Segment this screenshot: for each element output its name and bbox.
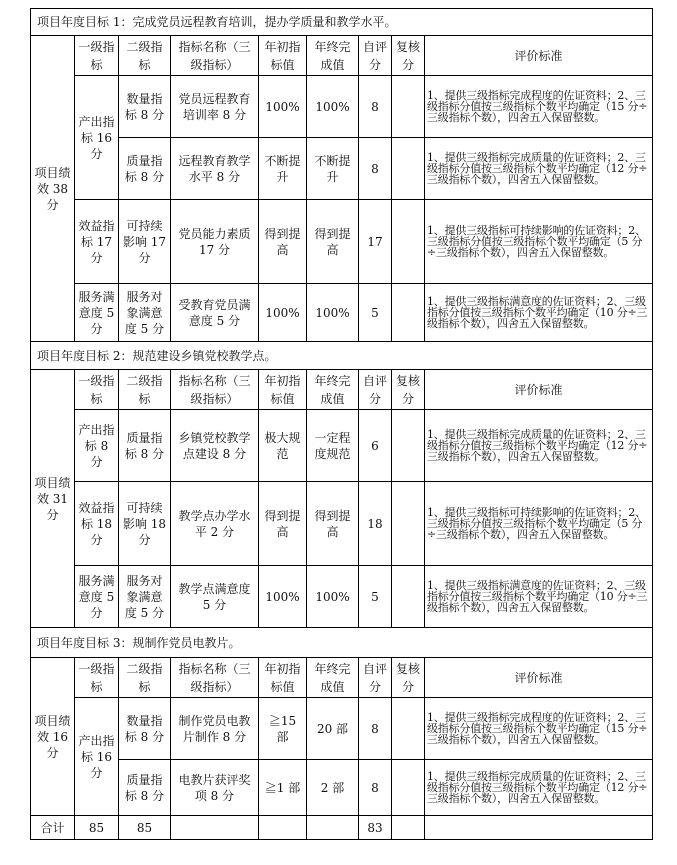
total-level1: 85	[75, 816, 119, 840]
review-score-cell	[392, 482, 425, 566]
header-initial: 年初指标值	[259, 370, 307, 410]
goal3-title-row	[31, 628, 653, 658]
criteria-cell: 1、提供三级指标满意度的佐证资料；2、三级指标分值按三级指标个数平均确定（10 分÷三级指标个数），四舍五入保留整数。	[425, 284, 653, 342]
goal1-category: 项目绩效 38 分	[31, 36, 75, 342]
goal2-title: 项目年度目标 2：规范建设乡镇党校教学点。	[31, 342, 653, 370]
table-row	[31, 482, 653, 566]
final-value-cell: 不断提升	[307, 138, 359, 200]
level1-cell: 服务满意度 5 分	[75, 284, 119, 342]
self-score-cell: 8	[359, 76, 392, 138]
evaluation-table-container	[30, 8, 653, 840]
initial-value-cell: 得到提高	[259, 200, 307, 284]
criteria-cell: 1、提供三级指标完成质量的佐证资料；2、三级指标分值按三级指标个数平均确定（12 分÷三级指标个数），四舍五入保留整数。	[425, 138, 653, 200]
level2-cell: 可持续影响 18 分	[119, 482, 171, 566]
self-score-cell: 6	[359, 410, 392, 482]
goal3-title: 项目年度目标 3：规制作党员电教片。	[31, 628, 653, 658]
level1-cell: 产出指标 16 分	[75, 76, 119, 200]
header-level2: 二级指标	[119, 658, 171, 698]
review-score-cell	[392, 760, 425, 816]
criteria-cell: 1、提供三级指标可持续影响的佐证资料；2、三级指标分值按三级指标个数平均确定（5 分÷三级指标个数），四舍五入保留整数。	[425, 482, 653, 566]
table-row	[31, 410, 653, 482]
final-value-cell: 20 部	[307, 698, 359, 760]
initial-value-cell: 100%	[259, 566, 307, 628]
review-score-cell	[392, 698, 425, 760]
level1-cell: 产出指标 8 分	[75, 410, 119, 482]
total-empty-cell	[392, 816, 425, 840]
header-name: 指标名称（三级指标）	[171, 658, 259, 698]
initial-value-cell: ≧1 部	[259, 760, 307, 816]
total-empty-cell	[425, 816, 653, 840]
header-self: 自评分	[359, 36, 392, 76]
header-final: 年终完成值	[307, 658, 359, 698]
table-row	[31, 284, 653, 342]
criteria-cell: 1、提供三级指标完成质量的佐证资料；2、三级指标分值按三级指标个数平均确定（12 分÷三级指标个数），四舍五入保留整数。	[425, 760, 653, 816]
header-level1: 一级指标	[75, 658, 119, 698]
indicator-name-cell: 乡镇党校教学点建设 8 分	[171, 410, 259, 482]
table-row	[31, 76, 653, 138]
initial-value-cell: 不断提升	[259, 138, 307, 200]
review-score-cell	[392, 410, 425, 482]
initial-value-cell: 得到提高	[259, 482, 307, 566]
review-score-cell	[392, 138, 425, 200]
header-criteria: 评价标准	[425, 370, 653, 410]
indicator-name-cell: 教学点办学水平 2 分	[171, 482, 259, 566]
self-score-cell: 5	[359, 566, 392, 628]
header-name: 指标名称（三级指标）	[171, 36, 259, 76]
header-final: 年终完成值	[307, 36, 359, 76]
indicator-name-cell: 制作党员电教片制作 8 分	[171, 698, 259, 760]
level2-cell: 质量指标 8 分	[119, 760, 171, 816]
table-row	[31, 138, 653, 200]
goal2-title-row	[31, 342, 653, 370]
level1-cell: 产出指标 16 分	[75, 698, 119, 816]
header-review: 复核分	[392, 36, 425, 76]
header-level1: 一级指标	[75, 36, 119, 76]
level2-cell: 服务对象满意度 5 分	[119, 566, 171, 628]
level2-cell: 可持续影响 17 分	[119, 200, 171, 284]
review-score-cell	[392, 284, 425, 342]
criteria-cell: 1、提供三级指标完成程度的佐证资料；2、三级指标分值按三级指标个数平均确定（15 分÷三级指标个数），四舍五入保留整数。	[425, 698, 653, 760]
level1-cell: 效益指标 17 分	[75, 200, 119, 284]
self-score-cell: 18	[359, 482, 392, 566]
final-value-cell: 一定程度规范	[307, 410, 359, 482]
indicator-name-cell: 党员能力素质 17 分	[171, 200, 259, 284]
level2-cell: 质量指标 8 分	[119, 410, 171, 482]
initial-value-cell: 100%	[259, 284, 307, 342]
total-self: 83	[359, 816, 392, 840]
criteria-cell: 1、提供三级指标完成质量的佐证资料；2、三级指标分值按三级指标个数平均确定（12 分÷三级指标个数），四舍五入保留整数。	[425, 410, 653, 482]
criteria-cell: 1、提供三级指标满意度的佐证资料；2、三级指标分值按三级指标个数平均确定（10 分÷三级指标个数），四舍五入保留整数。	[425, 566, 653, 628]
final-value-cell: 100%	[307, 284, 359, 342]
initial-value-cell: 极大规范	[259, 410, 307, 482]
self-score-cell: 5	[359, 284, 392, 342]
goal2-header-row	[31, 370, 653, 410]
level2-cell: 数量指标 8 分	[119, 698, 171, 760]
goal3-header-row	[31, 658, 653, 698]
table-row	[31, 760, 653, 816]
review-score-cell	[392, 76, 425, 138]
header-initial: 年初指标值	[259, 658, 307, 698]
header-review: 复核分	[392, 658, 425, 698]
header-criteria: 评价标准	[425, 658, 653, 698]
indicator-name-cell: 电教片获评奖项 8 分	[171, 760, 259, 816]
self-score-cell: 8	[359, 760, 392, 816]
self-score-cell: 17	[359, 200, 392, 284]
goal1-title-row	[31, 9, 653, 36]
final-value-cell: 得到提高	[307, 482, 359, 566]
final-value-cell: 2 部	[307, 760, 359, 816]
final-value-cell: 得到提高	[307, 200, 359, 284]
header-level1: 一级指标	[75, 370, 119, 410]
goal1-header-row	[31, 36, 653, 76]
initial-value-cell: ≧15 部	[259, 698, 307, 760]
table-row	[31, 200, 653, 284]
header-level2: 二级指标	[119, 36, 171, 76]
level1-cell: 服务满意度 5 分	[75, 566, 119, 628]
total-empty-cell	[171, 816, 259, 840]
table-row	[31, 698, 653, 760]
final-value-cell: 100%	[307, 566, 359, 628]
header-level2: 二级指标	[119, 370, 171, 410]
total-empty-cell	[307, 816, 359, 840]
self-score-cell: 8	[359, 138, 392, 200]
level2-cell: 数量指标 8 分	[119, 76, 171, 138]
header-criteria: 评价标准	[425, 36, 653, 76]
review-score-cell	[392, 200, 425, 284]
indicator-name-cell: 党员远程教育培训率 8 分	[171, 76, 259, 138]
indicator-name-cell: 教学点满意度 5 分	[171, 566, 259, 628]
total-level2: 85	[119, 816, 171, 840]
goal3-category: 项目绩效 16 分	[31, 658, 75, 816]
indicator-name-cell: 远程教育教学水平 8 分	[171, 138, 259, 200]
self-score-cell: 8	[359, 698, 392, 760]
goal2-category: 项目绩效 31 分	[31, 370, 75, 628]
review-score-cell	[392, 566, 425, 628]
header-final: 年终完成值	[307, 370, 359, 410]
header-initial: 年初指标值	[259, 36, 307, 76]
header-review: 复核分	[392, 370, 425, 410]
header-name: 指标名称（三级指标）	[171, 370, 259, 410]
header-self: 自评分	[359, 370, 392, 410]
criteria-cell: 1、提供三级指标完成程度的佐证资料；2、三级指标分值按三级指标个数平均确定（15 分÷三级指标个数），四舍五入保留整数。	[425, 76, 653, 138]
total-row	[31, 816, 653, 840]
header-self: 自评分	[359, 658, 392, 698]
indicator-name-cell: 受教育党员满意度 5 分	[171, 284, 259, 342]
level2-cell: 服务对象满意度 5 分	[119, 284, 171, 342]
performance-evaluation-table	[30, 8, 653, 840]
criteria-cell: 1、提供三级指标可持续影响的佐证资料；2、三级指标分值按三级指标个数平均确定（5 分÷三级指标个数），四舍五入保留整数。	[425, 200, 653, 284]
level1-cell: 效益指标 18 分	[75, 482, 119, 566]
final-value-cell: 100%	[307, 76, 359, 138]
initial-value-cell: 100%	[259, 76, 307, 138]
goal1-title: 项目年度目标 1：完成党员远程教育培训，提办学质量和教学水平。	[31, 9, 653, 36]
total-label: 合计	[31, 816, 75, 840]
table-row	[31, 566, 653, 628]
level2-cell: 质量指标 8 分	[119, 138, 171, 200]
total-empty-cell	[259, 816, 307, 840]
